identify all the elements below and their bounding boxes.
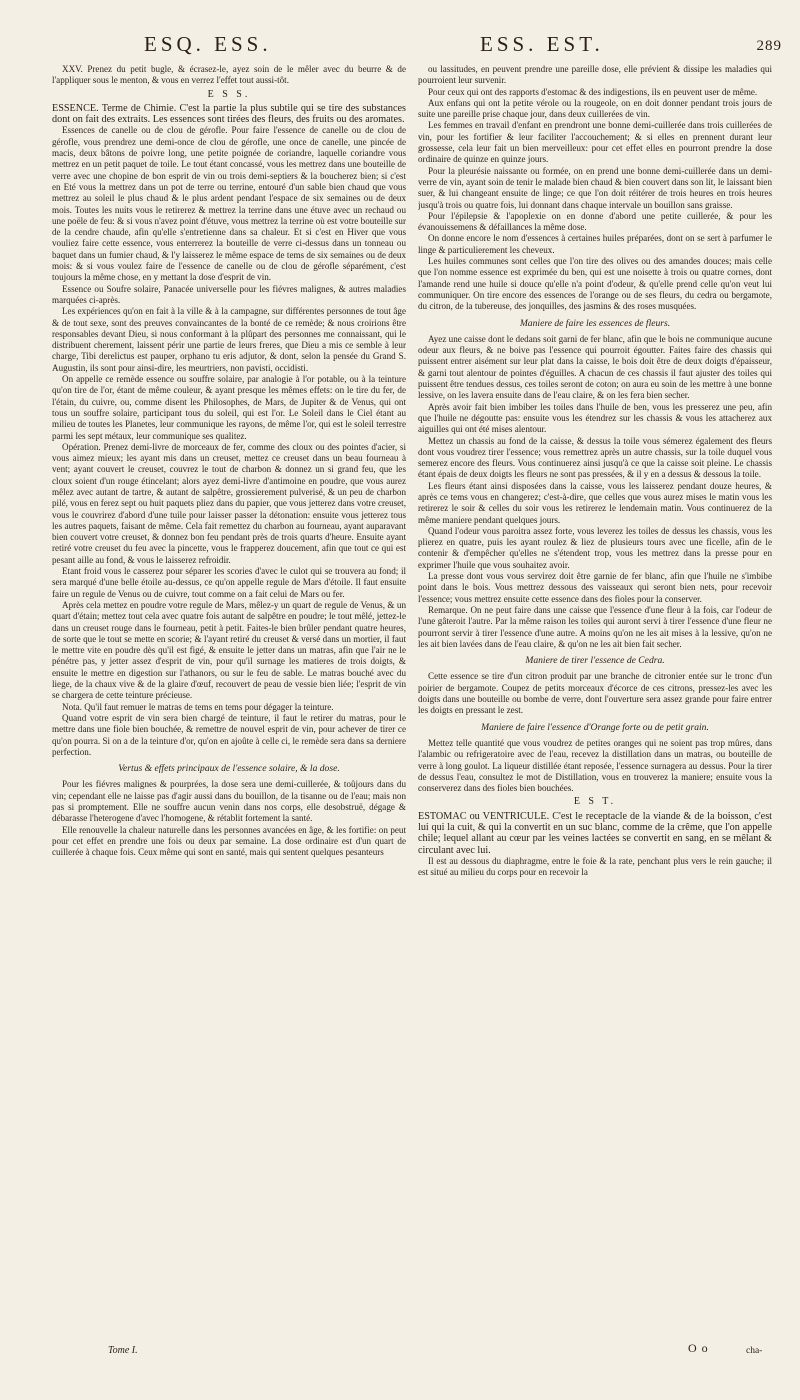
gathering-signature: O o bbox=[688, 1341, 709, 1355]
paragraph: Quand votre esprit de vin sera bien chargé de teinture, il faut le retirer du matras, pour le mettre dans une fiole bien bouchée, & remettre de nouvel esprit de vin, pour achever de tirer ce qu'on pourra. Si on a de la teinture d'or, qu'on en ajoûte à celle ci, le remède sera dans sa derniere perfection. bbox=[52, 712, 406, 757]
paragraph: Remarque. On ne peut faire dans une caisse que l'essence d'une fleur à la fois, car l'odeur de l'une gâteroit l'autre. Par la même raison les toiles qui auront servi à tirer l'essence d'une fleur ne pourront servir à tirer l'essence d'une autre. A moins qu'on ne les ait mises à la lessive, qu'on ne les ait bien lavées dans de l'eau claire, & qu'on ne les ait bien fait secher. bbox=[418, 604, 772, 649]
paragraph: Après avoir fait bien imbiber les toiles dans l'huile de ben, vous les presserez une peu, afin que l'huile ne dégoutte pas: ensuite vous les étendrez sur les chassis & vous les attacherez aux aiguilles qui ont été mises alentour. bbox=[418, 401, 772, 435]
paragraph: Les femmes en travail d'enfant en prendront une bonne demi-cuillerée dans trois cuillerées de vin, pour les fortifier & leur faciliter l'accouchement; & si elles en prennent durant leur grossesse, cela leur fait un bien merveilleux: pour cet effet elles en pourront prendre la dose ordinaire de quinze en quinze jours. bbox=[418, 120, 772, 165]
paragraph: Les huiles communes sont celles que l'on tire des olives ou des amandes douces; mais celle que l'on nomme essence est exprimée du ben, qui est une noisette à trois ou quatre cornes, dont l'amande rend une huile si douce qu'elle n'a point d'odeur, & qu'elle prend celle qu'on veut lui communiquer. On tire encore des essences de l'orange ou de ses fleurs, du cedra ou bergamote, du citron, de la tubereuse, des jonquilles, des jasmins & des roses musquées. bbox=[418, 256, 772, 312]
paragraph: Pour ceux qui ont des rapports d'estomac & des indigestions, ils en peuvent user de même. bbox=[428, 86, 758, 97]
subheading: Maniere de tirer l'essence de Cedra. bbox=[525, 655, 665, 667]
paragraph: On appelle ce remède essence ou souffre solaire, par analogie à l'or potable, ou à la teinture qu'on tire de l'or, étant de même couleur, & ayant presque les mêmes effets: on le tire du fer, de l'étain, du cuivre, ou, comme disent les Philosophes, de Mars, de Jupiter & de Venus, qui ont tous un souffre solaire, participant tous du soleil, qui est l'or. Le Soleil dans le Ciel étant au milieu de toutes les Planetes, leur communique les rayons, de même l'or, qui est le soleil terrestre parmi les sept métaux, leur communique ses qualitez. bbox=[52, 374, 406, 441]
subheading: Maniere de faire les essences de fleurs. bbox=[519, 317, 671, 329]
subheading: Vertus & effets principaux de l'essence solaire, & la dose. bbox=[118, 763, 340, 775]
paragraph: Cette essence se tire d'un citron produit par une branche de citronier entée sur le tronc d'un poirier de bergamote. Coupez de petits morceaux d'écorce de ces citrons, pressez-les avec les doigts dans une bouteille ou bombe de verre, dont l'ouverture sera assez grande pour faire entrer les doigts en pressant le zest. bbox=[418, 671, 772, 716]
paragraph: Il est au dessous du diaphragme, entre le foie & la rate, penchant plus vers le rein gauche; il est situé au milieu du corps pour en recevoir la bbox=[418, 855, 772, 878]
running-head-left: ESQ. ESS. bbox=[144, 32, 272, 56]
volume-signature: Tome I. bbox=[108, 1345, 138, 1356]
right-column bbox=[418, 64, 772, 1350]
paragraph: Essences de canelle ou de clou de gérofle. Pour faire l'essence de canelle ou de clou de gérofle, vous prendrez une demi-once de clou de gérofle, une once de canelle, une pincée de macis, deux bâtons de poivre long, une petite poignée de coriandre, laquelle coriandre vous mettrez en un petit paquet de toile. Le tout étant concassé, vous les mettrez dans une bouteille de verre avec une chopine de bon esprit de vin ou trois demi-septiers & la boucherez bien; si c'est en Eté vous la mettrez dans un pot de terre ou terrine, entouré d'un sable bien chaud que vous mettrez au soleil le plus chaud & le plus ardent pendant l'espace de six semaines ou de deux mois. Toutes les nuits vous le retirerez & mettrez la terrine dans une étuve avec un rechaud ou une poële de feu: & si vous n'avez point d'étuve, vous mettrez la terrine où est votre bouteille sur de la cendre chaude, afin qu'elle s'entretienne dans sa chaleur. Et si c'est en Hiver que vous vouliez faire cette essence, vous enterrerez la bouteille de verre ci-dessus dans un tonneau ou baquet dans un fumier chaud, & l'y laisserez le même espace de tems de six semaines ou de deux mois: & si vous voulez faire de l'essence de canelle ou de clou de gérofle séparément, c'est toujours la même chose, en y mettant la dose d'esprit de vin. bbox=[52, 125, 406, 283]
paragraph: Les fleurs étant ainsi disposées dans la caisse, vous les laisserez pendant douze heures, & après ce tems vous en changerez; c'est-à-dire, que celles que vous aurez mises le matin vous les retirerez le soir & celles du soir vous les retirerez le lendemain matin. Vous continuerez de la même maniere pendant quelques jours. bbox=[418, 480, 772, 525]
paragraph: Après cela mettez en poudre votre regule de Mars, mêlez-y un quart de regule de Venus, & un quart d'étain; mettez tout cela avec quatre fois autant de salpêtre en poudre; le tout mêlé, jettez-le dans un creuset rouge dans le fourneau, petit à petit. Faites-le bien brûler pendant quatre heures, de sorte que le tout se mette en scorie; & l'ayant retiré du creuset & versé dans un mortier, il faut le mettre vite en poudre dès qu'il est figé, & ensuite le jetter dans un matras, afin que l'air ne le pénétre pas, y jetter assez d'esprit de vin, pour qu'il surnage les matieres de trois doigts, & ensuite le mettre en digestion sur l'athanors, ou sur le feu de sable. Le matras bouché avec du liege, de la chaux vive & de la glaire d'œuf, recouvert de peau de vessie bien liée; l'esprit de vin se chargera de cette teinture précieuse. bbox=[52, 599, 406, 701]
paragraph: ESTOMAC ou VENTRICULE. C'est le receptacle de la viande & de la boisson, c'est lui qui la cuit, & qui la convertit en un suc blanc, comme de la crême, que l'on appelle chile; lequel allant au cœur par les veines lactées se convertit en sang, en se mêlant & circulant avec lui. bbox=[418, 810, 772, 856]
page-number: 289 bbox=[756, 38, 782, 54]
paragraph: Quand l'odeur vous paroitra assez forte, vous leverez les toiles de dessus les chassis, vous les plierez en quatre, puis les ayant roulez & liez de plusieurs tours avec une ficelle, afin de le contenir & d'empêcher qu'elles ne s'étendent trop, vous les mettrez dans la presse pour en exprimer l'huile que vous souhaitez avoir. bbox=[418, 525, 772, 570]
paragraph: Aux enfans qui ont la petite vérole ou la rougeole, on en doit donner pendant trois jours de suite une pareille prise chaque jour, dans deux cuillerées de vin. bbox=[418, 97, 772, 120]
paragraph: XXV. Prenez du petit bugle, & écrasez-le, ayez soin de le mêler avec du beurre & de l'appliquer sous le menton, & vous en verrez l'effet tout aussi-tôt. bbox=[52, 64, 406, 86]
paragraph: Ayez une caisse dont le dedans soit garni de fer blanc, afin que le bois ne communique aucune odeur aux fleurs, & ne boive pas l'essence qui pourroit égoutter. Faites faire des chassis qui puissent entrer aisément sur leur plat dans la caisse, le bois doit être de deux doigts d'épaisseur, & garni tout alentour de pointes d'éguilles. A chacun de ces chassis il faut ajuster des toiles qui puissent être tendues dessus, ces toiles seront de coton; on aura eu soin de les mettre à une bonne lessive, on les lavera ensuite dans de l'eau claire, & on les fera bien secher. bbox=[418, 333, 772, 401]
left-column bbox=[52, 64, 406, 1350]
catchword: cha- bbox=[746, 1346, 763, 1356]
paragraph: Essence ou Soufre solaire, Panacée universelle pour les fiévres malignes, & autres maladies marquées ci-après. bbox=[52, 283, 406, 305]
paragraph: Mettez telle quantité que vous voudrez de petites oranges qui ne soient pas trop mûres, dans l'alambic ou refrigeratoire avec de l'eau, recevez la distillation dans un matras, ou bouteille de verre à long goulot. La liqueur distillée étant reposée, l'essence surnagera au dessus. Pour la tirer de dessus l'eau, consultez le mot de Distillation, vous en trouverez la maniere; ensuite vous la conserverez dans des fioles bien bouchées. bbox=[418, 737, 772, 794]
paragraph: Les expériences qu'on en fait à la ville & à la campagne, sur différentes personnes de tout âge & de tout sexe, sont des preuves convaincantes de la bonté de ce remède; & nous croirions être responsables devant Dieu, si nous conformant à la plûpart des personnes me connaissant, qui le distribuent cherement, laissent périr une partie de leurs freres, que Dieu a mis ce semble à leur charge, Tibi derelictus est pauper, orphano tu eris adjutor, & dont, selon la pensée du Grand S. Augustin, ils sont pour ainsi-dire, les meurtriers, non pavisti, occidisti. bbox=[52, 306, 406, 373]
section-letters: E S S. bbox=[207, 88, 251, 100]
paragraph: ESSENCE. Terme de Chimie. C'est la partie la plus subtile qui se tire des substances dont on fait des extraits. Les essences sont tirées des fleurs, des fruits ou des aromates. bbox=[52, 102, 406, 126]
paragraph: On donne encore le nom d'essences à certaines huiles préparées, dont on se sert à parfumer le linge & particulierement les cheveux. bbox=[418, 233, 772, 255]
paragraph: Elle renouvelle la chaleur naturelle dans les personnes avancées en âge, & les fortifie: on peut pour cet effet en prendre une fois ou deux par semaine. La dose ordinaire est d'un quart de cuillerée à chaque fois. Ceux même qui sont en santé, mais qui sentent quelques pesanteurs bbox=[52, 824, 406, 858]
paragraph: Nota. Qu'il faut remuer le matras de tems en tems pour dégager la teinture. bbox=[62, 701, 334, 712]
paragraph: Pour l'épilepsie & l'apoplexie on en donne d'abord une petite cuillerée, & pour les évanouissemens & défaillances la même dose. bbox=[418, 210, 772, 233]
paragraph: La presse dont vous vous servirez doit être garnie de fer blanc, afin que l'huile ne s'imbibe point dans le bois. Vous mettrez dessous des vaisseaux qui seront bien nets, pour recevoir l'essence; vous mettrez ensuite cette essence dans des fioles pour la conserver. bbox=[418, 571, 772, 604]
paragraph: Pour les fiévres malignes & pourprées, la dose sera une demi-cuillerée, & toûjours dans du vin; cependant elle ne laisse pas d'agir aussi dans du bouillon, de la tisanne ou de l'eau; mais non pas si promptement. Elle ne souffre aucun venin dans nos corps, elle desobstruë, dégage & débarasse l'heterogene d'avec l'homogene, & rétablit fortement la santé. bbox=[52, 779, 406, 824]
section-letters: E S T. bbox=[573, 796, 617, 808]
paragraph: Etant froid vous le casserez pour séparer les scories d'avec le culot qui se trouvera au fond; il sera marqué d'une belle étoile au-dessus, ce qu'on appelle regule de Mars d'étoile. Il faut ensuite faire un regule de Venus ou de cuivre, tout comme on a fait celui de Mars ou fer. bbox=[52, 566, 406, 599]
paragraph: Opération. Prenez demi-livre de morceaux de fer, comme des cloux ou des pointes d'acier, si vous aimez mieux; les ayant mis dans un creuset, mettez ce creuset dans un beau fourneau à vent; ayant couvert le creuset, couvrez le tout de charbon & donnez un si grand feu, que les cloux soient d'un rouge étincelant; alors ayez demi-livre d'antimoine en poudre, que vous aurez mêlez avec autant de tartre, & autant de salpêtre, grossierement pulverisé, & un peu de charbon pilé, vous en ferez sept ou huit paquets pliez dans du papier, que vous jetterez dans votre creuset, vous le couvrirez d'abord d'une tuile pour laisser passer la détonation: ensuite vous jetterez tous les autres paquets, faisant de même. Cela fait remettez du charbon au fourneau, ayant auparavant bien couvert votre creuset, & donnez bon feu pendant près de trois quarts d'heure. Ensuite ayant retiré votre creuset du feu avec la pincette, vous le frapperez doucement, afin que tout ce qui est pesant aille au fond, & vous le laisserez refroidir. bbox=[52, 441, 406, 565]
subheading: Maniere de faire l'essence d'Orange forte ou de petit grain. bbox=[481, 721, 709, 733]
paragraph: Pour la pleurésie naissante ou formée, on en prend une bonne demi-cuillerée dans un demi-verre de vin, ayant soin de tenir le malade bien chaud & bien couvert dans son lit, le laissant bien suer, & lui changeant ensuite de linge; ce que l'on doit réitérer de trois heures en trois heures jusqu'à trois ou quatre fois, lui donnant dans chaque intervale un bouillon sans graisse. bbox=[418, 165, 772, 210]
running-head-right: ESS. EST. bbox=[480, 32, 604, 56]
paragraph: Mettez un chassis au fond de la caisse, & dessus la toile vous sémerez également des fleurs dont vous voudrez tirer l'essence; vous remettrez après un autre chassis, sur la toile duquel vous semerez encore des fleurs. Vous continuerez ainsi jusqu'à ce que la caisse soit pleine. Le chassis étant épais de deux doigts les fleurs ne sont pas pressées, & il y en a dessus & dessous la toile. bbox=[418, 435, 772, 480]
paragraph: ou lassitudes, en peuvent prendre une pareille dose, elle prévient & dissipe les maladies qui pourroient leur survenir. bbox=[418, 64, 772, 86]
